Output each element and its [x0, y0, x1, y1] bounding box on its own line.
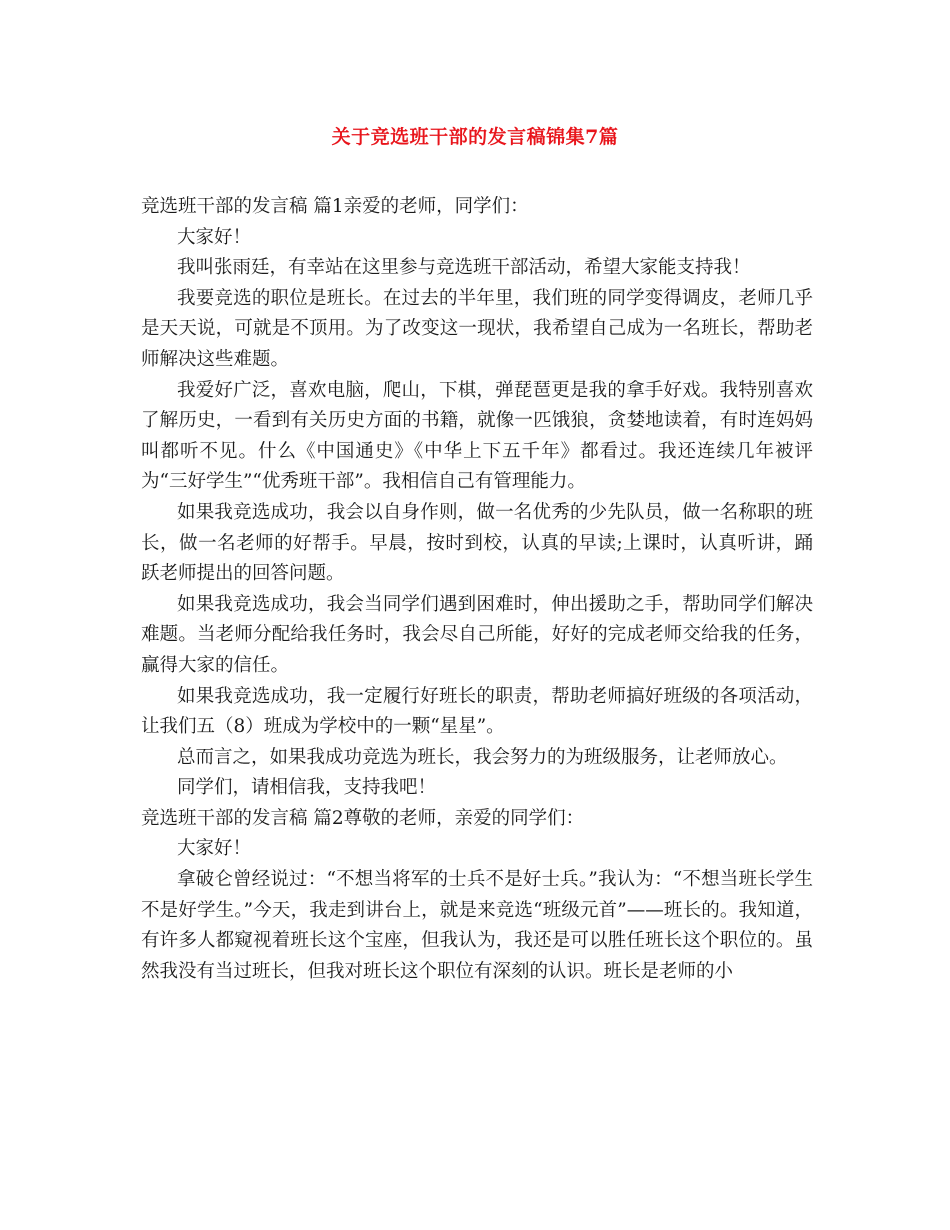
body-paragraph: 大家好！: [177, 838, 252, 860]
body-paragraph: 如果我竞选成功，我会当同学们遇到困难时，伸出援助之手，帮助同学们解决难题。当老师分配给我任务时，我会尽自己所能，好好的完成老师交给我的任务，赢得大家的信任。: [141, 593, 813, 676]
section-heading: 竞选班干部的发言稿 篇2尊敬的老师，亲爱的同学们：: [141, 807, 585, 829]
body-paragraph: 大家好！: [177, 226, 252, 248]
document-body: [141, 192, 813, 987]
body-paragraph: 拿破仑曾经说过：“不想当将军的士兵不是好士兵。”我认为：“不想当班长学生不是好学生。”今天，我走到讲台上，就是来竞选“班级元首”——班长的。我知道，有许多人都窥视着班长这个宝座，但我认为，我还是可以胜任班长这个职位的。虽然我没有当过班长，但我对班长这个职位有深刻的认识。班长是老师的小: [141, 869, 813, 982]
document-title: 关于竞选班干部的发言稿锦集7篇: [331, 126, 619, 148]
body-paragraph: 我要竞选的职位是班长。在过去的半年里，我们班的同学变得调皮，老师几乎是天天说，可就是不顶用。为了改变这一现状，我希望自己成为一名班长，帮助老师解决这些难题。: [141, 287, 813, 370]
body-paragraph: 我叫张雨廷，有幸站在这里参与竞选班干部活动，希望大家能支持我！: [177, 257, 751, 279]
section-heading: 竞选班干部的发言稿 篇1亲爱的老师，同学们：: [141, 196, 529, 217]
body-paragraph: 我爱好广泛，喜欢电脑，爬山，下棋，弹琵琶更是我的拿手好戏。我特别喜欢了解历史，一看到有关历史方面的书籍，就像一匹饿狼，贪婪地读着，有时连妈妈叫都听不见。什么《中国通史》《中华上下五千年》都看过。我还连续几年被评为“三好学生”“优秀班干部”。我相信自己有管理能力。: [141, 379, 813, 493]
body-paragraph: 总而言之，如果我成功竞选为班长，我会努力的为班级服务，让老师放心。: [177, 746, 788, 768]
body-paragraph: 如果我竞选成功，我一定履行好班长的职责，帮助老师搞好班级的各项活动，让我们五（8）班成为学校中的一颗“星星”。: [141, 685, 813, 738]
body-paragraph: 如果我竞选成功，我会以自身作则，做一名优秀的少先队员，做一名称职的班长，做一名老师的好帮手。早晨，按时到校，认真的早读;上课时，认真听讲，踊跃老师提出的回答问题。: [141, 501, 813, 585]
body-paragraph: 同学们，请相信我，支持我吧！: [177, 777, 437, 799]
